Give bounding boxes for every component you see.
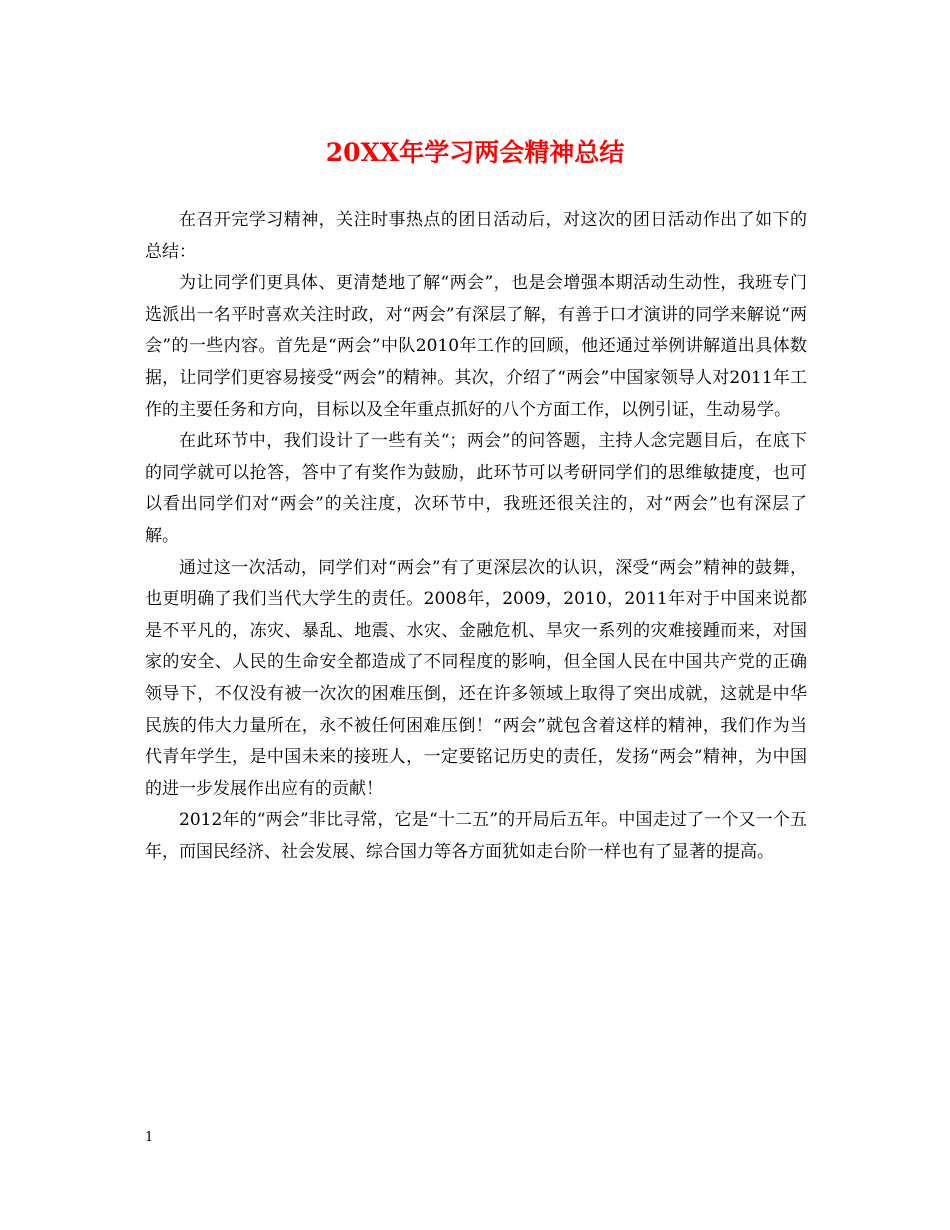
paragraph-explanation: 为让同学们更具体、更清楚地了解“两会”，也是会增强本期活动生动性，我班专门选派出一名平时喜欢关注时政，对“两会”有深层了解，有善于口才演讲的同学来解说“两会”的一些内容。首先是“两会”中队2010年工作的回顾，他还通过举例讲解道出具体数据，让同学们更容易接受“两会”的精神。其次，介绍了“两会”中国家领导人对2011年工作的主要任务和方向，目标以及全年重点抓好的八个方面工作，以例引证，生动易学。 [145, 273, 807, 420]
page-number: 1 [145, 1130, 154, 1145]
paragraph-intro: 在召开完学习精神，关注时事热点的团日活动后，对这次的团日活动作出了如下的总结： [145, 210, 807, 262]
document-body [145, 205, 807, 868]
paragraph-reflection: 通过这一次活动，同学们对“两会”有了更深层次的认识，深受“两会”精神的鼓舞，也更明确了我们当代大学生的责任。2008年，2009，2010，2011年对于中国来说都是不平凡的，冻灾、暴乱、地震、水灾、金融危机、旱灾一系列的灾难接踵而来，对国家的安全、人民的生命安全都造成了不同程度的影响，但全国人民在中国共产党的正确领导下，不仅没有被一次次的困难压倒，还在许多领域上取得了突出成就，这就是中华民族的伟大力量所在，永不被任何困难压倒！“两会”就包含着这样的精神，我们作为当代青年学生，是中国未来的接班人，一定要铭记历史的责任，发扬“两会”精神，为中国的进一步发展作出应有的贡献！ [145, 557, 807, 799]
paragraph-2012: 2012年的“两会”非比寻常，它是“十二五”的开局后五年。中国走过了一个又一个五年，而国民经济、社会发展、综合国力等各方面犹如走台阶一样也有了显著的提高。 [145, 810, 807, 862]
paragraph-quiz: 在此环节中，我们设计了一些有关“；两会”的问答题，主持人念完题目后，在底下的同学就可以抢答，答中了有奖作为鼓励，此环节可以考研同学们的思维敏捷度，也可以看出同学们对“两会”的关注度，次环节中，我班还很关注的，对“两会”也有深层了解。 [145, 431, 807, 546]
document-title: 20XX年学习两会精神总结 [325, 138, 625, 167]
